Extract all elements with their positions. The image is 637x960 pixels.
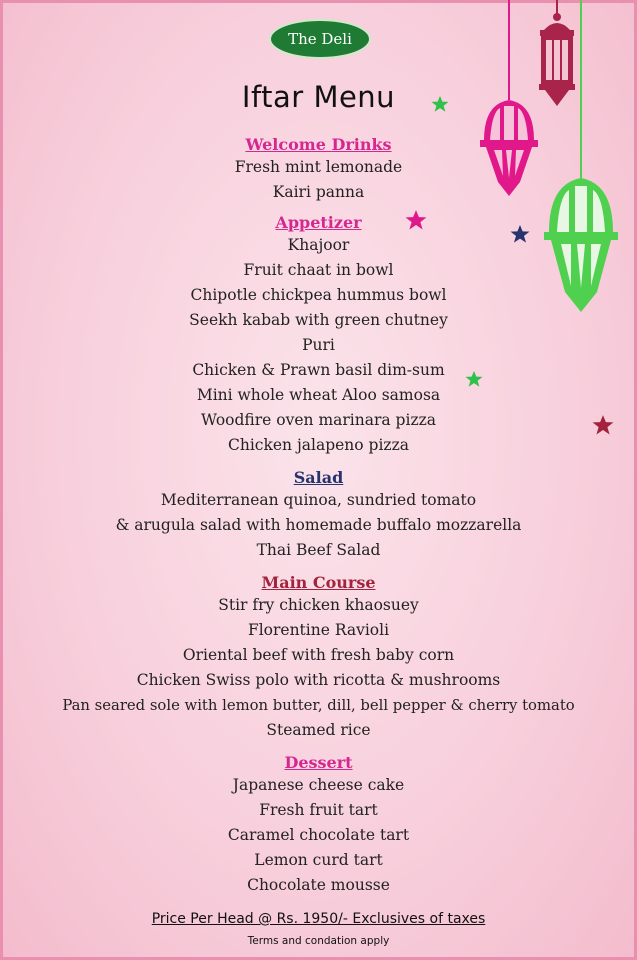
green-lantern-icon xyxy=(541,0,621,318)
menu-item: Chicken jalapeno pizza xyxy=(228,436,409,454)
deli-logo xyxy=(269,19,371,59)
green-star-icon xyxy=(465,370,483,388)
menu-item: Puri xyxy=(302,336,335,354)
section-heading: Main Course xyxy=(261,573,376,592)
menu-item: Chocolate mousse xyxy=(247,876,390,894)
menu-title: Iftar Menu xyxy=(241,80,396,114)
menu-item: Caramel chocolate tart xyxy=(227,826,410,844)
menu-item: Pan seared sole with lemon butter, dill, bell pepper & cherry tomato xyxy=(62,697,575,714)
menu-item: Kairi panna xyxy=(272,183,365,201)
section-heading: Appetizer xyxy=(275,213,362,232)
menu-item: Chicken Swiss polo with ricotta & mushrooms xyxy=(136,671,501,689)
section-heading: Dessert xyxy=(284,753,353,772)
menu-item: Fresh fruit tart xyxy=(259,801,378,819)
menu-item: Chicken & Prawn basil dim-sum xyxy=(192,361,445,379)
terms-text: Terms and condation apply xyxy=(247,935,390,947)
crimson-star-icon xyxy=(592,414,614,436)
green-star-icon xyxy=(431,95,449,113)
menu-item: Stir fry chicken khaosuey xyxy=(218,596,419,614)
menu-item: & arugula salad with homemade buffalo mozzarella xyxy=(115,516,522,534)
section-salad xyxy=(0,467,637,563)
section-heading: Salad xyxy=(293,468,344,487)
menu-item: Oriental beef with fresh baby corn xyxy=(182,646,455,664)
menu-item: Woodfire oven marinara pizza xyxy=(200,411,437,429)
menu-item: Khajoor xyxy=(287,236,350,254)
menu-item: Florentine Ravioli xyxy=(247,621,390,639)
menu-item: Lemon curd tart xyxy=(254,851,383,869)
menu-item: Seekh kabab with green chutney xyxy=(189,311,448,329)
menu-item: Steamed rice xyxy=(266,721,371,739)
price-line xyxy=(0,911,637,927)
section-main-course xyxy=(0,572,637,743)
menu-item: Fresh mint lemonade xyxy=(234,158,403,176)
magenta-lantern-icon xyxy=(476,0,542,200)
menu-item: Japanese cheese cake xyxy=(232,776,405,794)
menu-item: Mediterranean quinoa, sundried tomato xyxy=(160,491,477,509)
magenta-star-icon xyxy=(405,209,427,231)
price-text: Price Per Head @ Rs. 1950/- Exclusives of taxes xyxy=(151,911,486,927)
menu-item: Chipotle chickpea hummus bowl xyxy=(190,286,447,304)
section-heading: Welcome Drinks xyxy=(245,135,392,154)
logo-text: The Deli xyxy=(288,30,352,48)
menu-item: Fruit chaat in bowl xyxy=(243,261,394,279)
menu-item: Mini whole wheat Aloo samosa xyxy=(196,386,441,404)
section-dessert xyxy=(0,752,637,898)
navy-star-icon xyxy=(510,224,530,244)
menu-item: Thai Beef Salad xyxy=(256,541,381,559)
